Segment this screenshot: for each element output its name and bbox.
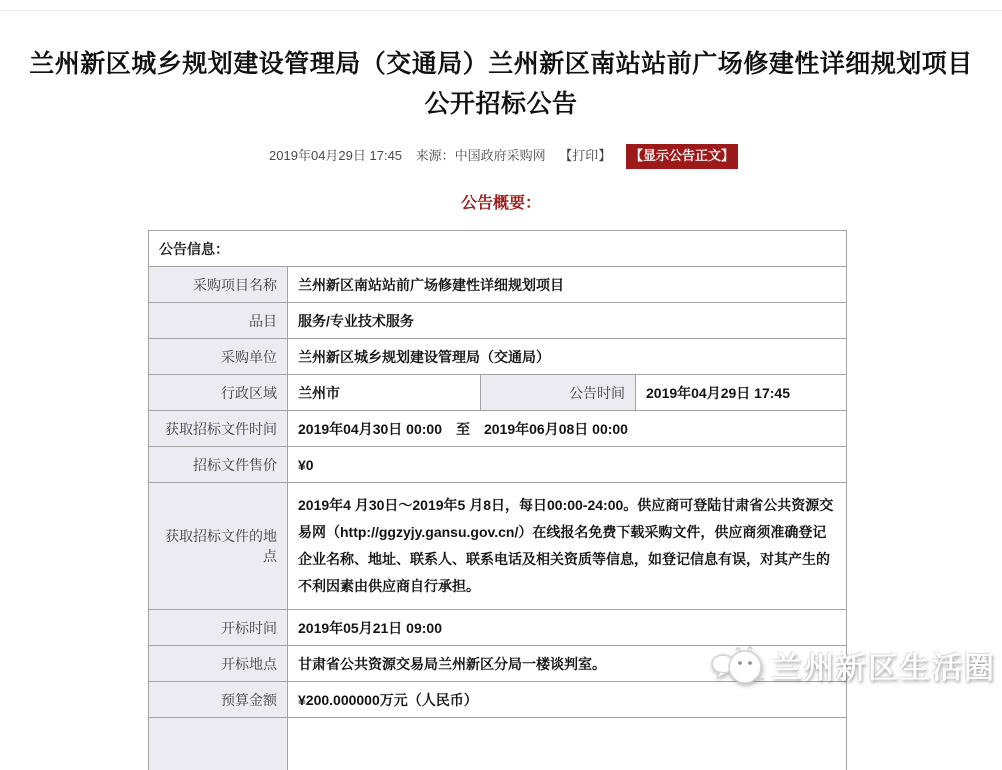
show-notice-button[interactable]: 【显示公告正文】 (626, 144, 738, 169)
table-row-partial (149, 718, 847, 770)
table-row (149, 375, 847, 411)
table-row (149, 646, 847, 682)
row-value: ¥200.000000万元（人民币） (288, 682, 847, 718)
table-row (149, 483, 847, 610)
print-button[interactable]: 【打印】 (559, 148, 611, 163)
table-header-row (149, 231, 847, 267)
row-value: 兰州新区城乡规划建设管理局（交通局） (288, 339, 847, 375)
table-header: 公告信息： (149, 231, 847, 267)
row-value: ¥0 (288, 447, 847, 483)
row-value: 2019年4 月30日～2019年5 月8日，每日00:00-24:00。供应商可登陆甘肃省公共资源交易网（http://ggzyjy.gansu.gov.cn/）在线报名免费下载采购文件，供应商须准确登记企业名称、地址、联系人、联系电话及相关资质等信息，如登记信息有误，对其产生的不利因素由供应商自行承担。 (288, 483, 847, 610)
row-label: 开标地点 (149, 646, 288, 682)
table-row (149, 447, 847, 483)
source-label: 来源：中国政府采购网 (416, 148, 546, 163)
row-label: 招标文件售价 (149, 447, 288, 483)
table-row (149, 339, 847, 375)
page-title: 兰州新区城乡规划建设管理局（交通局）兰州新区南站站前广场修建性详细规划项目公开招标公告 (27, 44, 975, 124)
table-row (149, 303, 847, 339)
table-row (149, 682, 847, 718)
row-value: 兰州市 (288, 375, 481, 411)
row-label: 获取招标文件时间 (149, 411, 288, 447)
row-value: 服务/专业技术服务 (288, 303, 847, 339)
row-label: 行政区域 (149, 375, 288, 411)
notice-table (148, 230, 847, 770)
row-value: 2019年04月30日 00:00 至 2019年06月08日 00:00 (288, 411, 847, 447)
row-label: 采购单位 (149, 339, 288, 375)
row-value: 兰州新区南站站前广场修建性详细规划项目 (288, 267, 847, 303)
row-label: 开标时间 (149, 610, 288, 646)
table-row (149, 610, 847, 646)
row-value (288, 718, 847, 770)
row-value: 甘肃省公共资源交易局兰州新区分局一楼谈判室。 (288, 646, 847, 682)
meta-line (0, 144, 1002, 169)
row-label: 获取招标文件的地点 (149, 483, 288, 610)
row-label: 预算金额 (149, 682, 288, 718)
row-value: 2019年05月21日 09:00 (288, 610, 847, 646)
row-label: 品目 (149, 303, 288, 339)
watermark-text: 兰州新区生活圈 (772, 643, 996, 687)
row-label: 采购项目名称 (149, 267, 288, 303)
row-value-2: 2019年04月29日 17:45 (636, 375, 847, 411)
table-row (149, 411, 847, 447)
row-label (149, 718, 288, 770)
top-divider (0, 10, 1002, 11)
publish-datetime: 2019年04月29日 17:45 (269, 148, 402, 163)
summary-heading: 公告概要： (0, 190, 1002, 213)
table-row (149, 267, 847, 303)
row-label-2: 公告时间 (481, 375, 636, 411)
